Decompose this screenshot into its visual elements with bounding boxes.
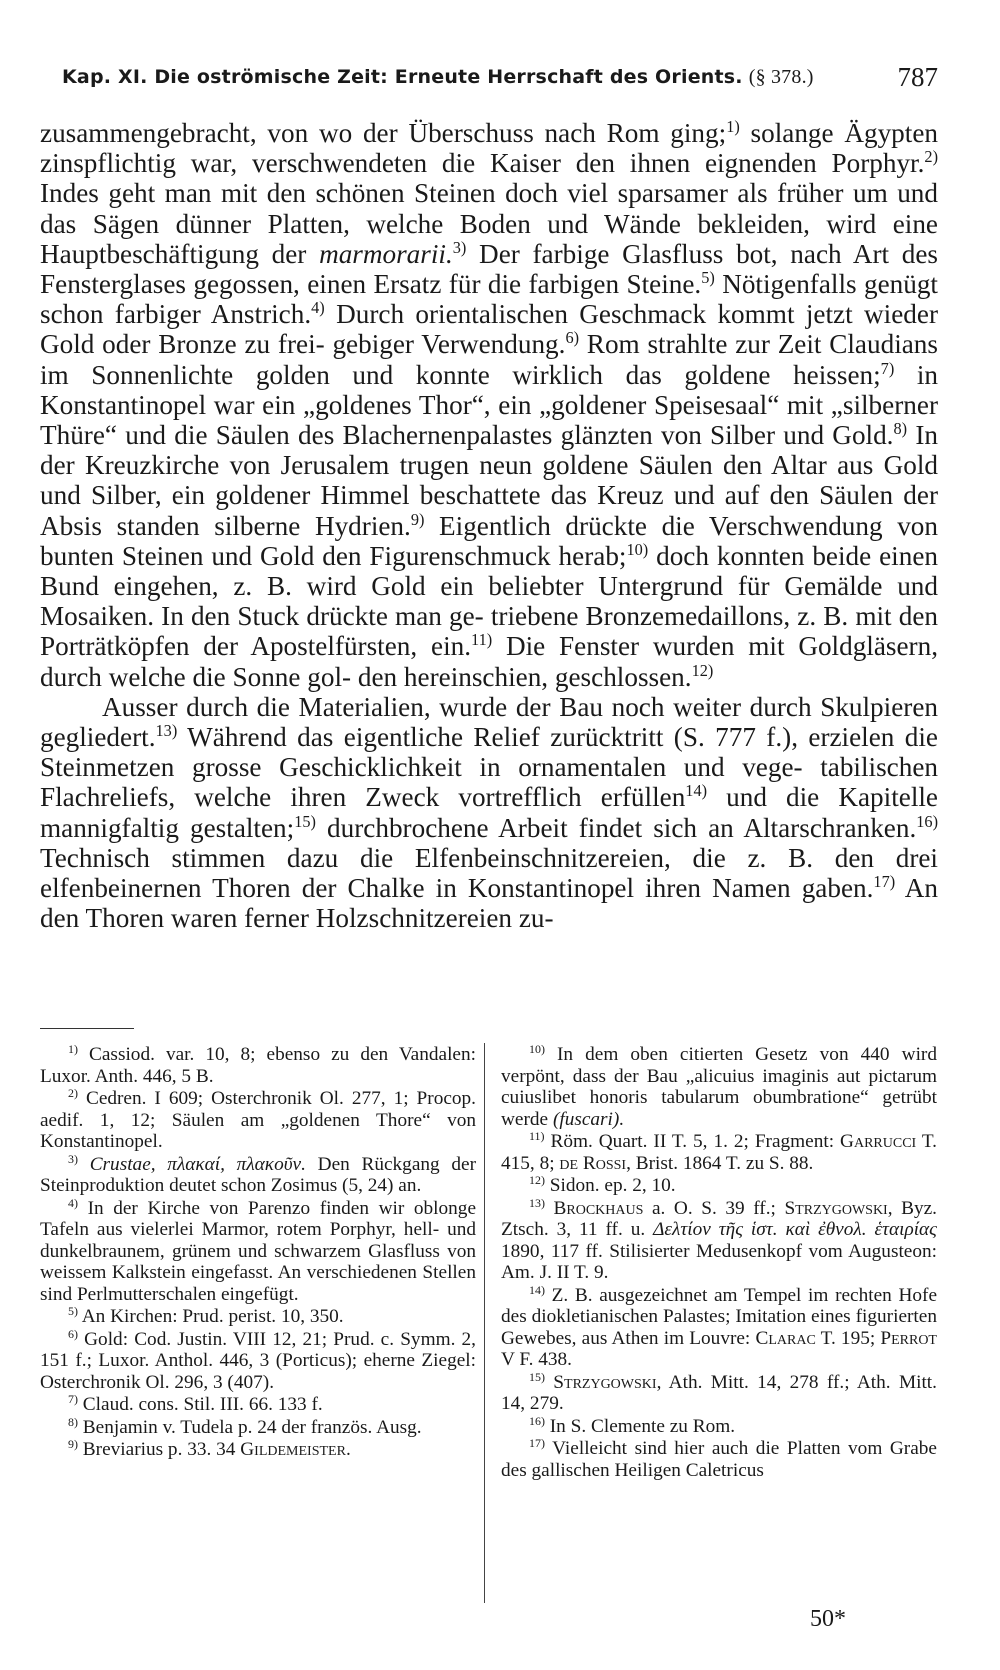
footnote-text: In S. Clemente zu Rom. <box>549 1415 736 1437</box>
footnote-ref: 1) <box>726 117 740 137</box>
footnote-text: Ath. Mitt. 14, 278 ff.; Ath. Mitt. 14, 279. <box>501 1371 937 1414</box>
author-name: Strzygowski, <box>553 1371 662 1393</box>
footnote-text: Vielleicht sind hier auch die Platten vom Grabe des gallischen Heiligen Caletricus <box>501 1438 937 1481</box>
author-name: de Rossi, <box>559 1152 631 1174</box>
paragraph-2 <box>40 692 938 934</box>
text-run: gebiger Verwendung. <box>332 329 566 360</box>
footnote-ref: 12) <box>691 660 714 680</box>
text-run: Der farbige Glasfluss bot, nach Art des Fensterglases gegossen, einen Ersatz für die farbigen Steine. <box>40 238 938 300</box>
footnote-ref: 11) <box>471 630 493 650</box>
footnote-number: 9) <box>68 1436 78 1451</box>
footnote-ref: 6) <box>565 328 580 348</box>
author-name: Strzygowski, <box>784 1197 893 1219</box>
text-run: Technisch stimmen dazu die Elfenbeinschnitzereien, die z. B. den drei elfenbeinernen Thoren der Chalke in Konstantinopel ihren Namen gaben. <box>40 842 938 904</box>
footnote-ref: 3) <box>452 238 467 258</box>
footnote-number: 1) <box>68 1041 78 1056</box>
text-run: und die Kapitelle mannigfaltig gestalten; <box>40 782 938 843</box>
author-name: Garrucci <box>840 1131 917 1152</box>
footnote-text: Claud. cons. Stil. III. 66. 133 f. <box>82 1394 323 1415</box>
footnote <box>501 1041 937 1130</box>
text-run: triebene Bronzemedaillons, z. B. mit den Porträtköpfen der Apostelfürsten, ein. <box>40 601 938 662</box>
footnote-number: 15) <box>529 1369 545 1384</box>
text-run: Die Fenster wurden mit Goldgläsern, durch welche die Sonne gol- <box>40 631 938 692</box>
footnote <box>501 1413 937 1438</box>
footnote-text: Z. B. ausgezeichnet am Tempel im rechten Hofe des diokletianischen Palastes; Imitation eines figurierten Gewebes, aus Athen im Louvre: <box>501 1284 938 1349</box>
footnote-text: Benjamin v. Tudela p. 24 der französ. Ausg. <box>82 1416 422 1438</box>
author-name: Gildemeister. <box>240 1439 351 1460</box>
author-name: Perrot <box>880 1327 937 1349</box>
main-text <box>40 118 938 933</box>
footnote-text: In der Kirche von Parenzo finden wir oblonge Tafeln aus vielerlei Marmor, rotem Porphyr, hell- und dunkelbraunem, grünem und schwarzem Glasfluss von weissem Kalkstein eingefasst. An verschiedenen Stellen sind Perlmutterschalen eingefügt. <box>40 1197 476 1305</box>
footnote <box>40 1151 476 1197</box>
footnote-number: 11) <box>529 1128 545 1143</box>
running-header <box>62 64 938 100</box>
footnote-number: 13) <box>529 1195 545 1210</box>
footnote-number: 5) <box>68 1303 78 1318</box>
footnote-text: a. O. S. 39 ff.; <box>643 1197 785 1219</box>
footnote-text: Sidon. ep. 2, 10. <box>549 1175 676 1196</box>
footnote-number: 12) <box>529 1172 545 1187</box>
text-run: An den Thoren waren ferner Holzschnitzereien zu- <box>40 873 938 934</box>
footnote-number: 10) <box>529 1041 545 1056</box>
footnote-number: 8) <box>68 1414 78 1429</box>
text-run: Nötigenfalls genügt schon farbiger Anstrich. <box>40 269 938 330</box>
text-run: den hereinschien, geschlossen. <box>357 661 692 692</box>
footnote-number: 17) <box>529 1435 545 1450</box>
footnote <box>40 1041 476 1087</box>
footnote-text: An Kirchen: Prud. perist. 10, 350. <box>81 1306 344 1327</box>
footnote-text: 1890, 117 ff. Stilisierter Medusenkopf vom Augusteon: Am. J. II T. 9. <box>501 1240 937 1283</box>
footnote-number: 14) <box>529 1282 545 1297</box>
text-run: Ausser durch die Materialien, wurde der Bau noch weiter durch Skulpieren gegliedert. <box>40 691 938 753</box>
footnote-text: Byz. Ztsch. 3, 11 ff. u. <box>501 1197 937 1240</box>
footnote <box>501 1369 937 1415</box>
footnote <box>40 1303 476 1328</box>
footnote-number: 6) <box>68 1326 78 1341</box>
footnotes-right-column <box>501 1041 938 1482</box>
footnote <box>40 1085 476 1153</box>
footnote-text: Cassiod. var. 10, 8; ebenso zu den Vandalen: Luxor. Anth. 446, 5 B. <box>40 1044 476 1087</box>
footnote-number: 2) <box>68 1085 78 1100</box>
footnote <box>501 1172 937 1197</box>
footnote-ref: 5) <box>701 268 715 288</box>
text-run: Indes geht man mit den schönen Steinen doch viel sparsamer als früher um und das Sägen dünner Platten, welche Boden und Wände bekleiden, wird eine Hauptbeschäftigung der <box>40 178 938 269</box>
footnote <box>40 1195 476 1306</box>
section-reference: (§ 378.) <box>748 66 814 88</box>
footnote <box>501 1282 938 1371</box>
footnote-ref: 10) <box>626 540 649 560</box>
footnote-ref: 14) <box>685 781 708 801</box>
paragraph-1 <box>40 118 938 692</box>
italic-term: marmorarii. <box>319 238 453 269</box>
running-head-text: Kap. XI. Die oströmische Zeit: Erneute Herrschaft des Orients. <box>62 66 743 88</box>
column-rule <box>484 1043 485 1603</box>
footnote-text: Cedren. I 609; Osterchronik Ol. 277, 1; Procop. aedif. 1, 12; Säulen am „goldenen Thore“ von Konstantinopel. <box>40 1088 476 1152</box>
footnote-ref: 17) <box>873 872 896 892</box>
text-run: durchbrochene Arbeit findet sich an Altarschranken. <box>315 812 917 843</box>
footnote-number: 16) <box>529 1413 545 1428</box>
footnote <box>501 1195 937 1284</box>
footnote <box>40 1436 476 1461</box>
footnote-divider <box>40 1028 134 1029</box>
footnote <box>40 1326 476 1394</box>
text-run: zusammengebracht, von wo der Überschuss nach Rom ging; <box>40 118 727 148</box>
footnote <box>501 1435 937 1481</box>
text-run: tabilischen Flachreliefs, welche ihren Zweck vortrefflich erfüllen <box>40 752 938 813</box>
footnote-ref: 16) <box>916 811 938 831</box>
text-run: in Konstantinopel war ein „goldenes Thor“, ein „goldener Speisesaal“ mit „silberner Thüre“ und die Säulen des Blachernenpalastes glänzten von Silber und Gold. <box>40 359 939 451</box>
page-number: 787 <box>897 62 938 92</box>
footnote-text: T. 195; <box>815 1327 881 1349</box>
footnote-italic: Crustae, πλακαί, πλακοῦν. <box>89 1153 306 1175</box>
running-head <box>62 66 814 89</box>
footnote-italic: (fuscari). <box>552 1108 625 1130</box>
footnote-ref: 15) <box>294 811 316 831</box>
footnote-ref: 4) <box>311 298 325 318</box>
footnote-number: 3) <box>68 1151 78 1166</box>
text-run: doch konnten beide einen Bund eingehen, z. B. wird Gold ein beliebter Untergrund für Gemälde und Mosaiken. In den Stuck drückte man ge- <box>40 540 938 632</box>
footnote-text: Gold: Cod. Justin. VIII 12, 21; Prud. c. Symm. 2, 151 f.; Luxor. Anthol. 446, 3 (Porticus); eherne Ziegel: Osterchronik Ol. 296, 3 (407). <box>40 1328 476 1393</box>
footnotes-left-column <box>40 1041 476 1462</box>
footnote-ref: 7) <box>880 358 895 378</box>
footnote-text: Breviarius p. 33. 34 <box>82 1439 241 1460</box>
footnote-italic: Δελτίον τῆς ἱστ. καὶ ἐθνολ. ἑταιρίας <box>653 1219 937 1240</box>
footnote <box>501 1128 937 1174</box>
footnote-text: T. 415, 8; <box>501 1131 937 1174</box>
footnote-text: In dem oben citierten Gesetz von 440 wird verpönt, dass der Bau „alicuius imaginis aut pictarum cuiuslibet honoris tabularum obumbratione“ getrübt werde <box>501 1044 937 1130</box>
footnote <box>40 1391 476 1416</box>
footnote-number: 7) <box>68 1391 78 1406</box>
text-run: Rom strahlte zur Zeit Claudians im Sonnenlichte golden und konnte wirklich das goldene heissen; <box>40 329 938 390</box>
footnote-text: Röm. Quart. II T. 5, 1. 2; Fragment: <box>550 1131 841 1152</box>
text-run: Durch orientalischen Geschmack kommt jetzt wieder Gold oder Bronze zu frei- <box>40 299 939 360</box>
footnote-number: 4) <box>68 1195 78 1210</box>
printer-signature: 50* <box>810 1606 846 1632</box>
footnote-ref: 8) <box>893 419 908 439</box>
footnote-text: Brist. 1864 T. zu S. 88. <box>630 1152 814 1174</box>
footnote <box>40 1414 476 1439</box>
footnote-ref: 2) <box>924 147 938 167</box>
footnote-ref: 13) <box>155 721 178 741</box>
author-name: Clarac <box>755 1327 816 1349</box>
footnote-ref: 9) <box>410 509 425 529</box>
author-name: Brockhaus <box>553 1197 644 1219</box>
text-run: In der Kreuzkirche von Jerusalem trugen neun goldene Säulen den Altar aus Gold und Silber, ein goldener Himmel beschattete das Kreuz und auf den Säulen der Absis standen silberne Hydrien. <box>40 420 938 541</box>
footnote-text: Den Rückgang der Steinproduktion deutet schon Zosimus (5, 24) an. <box>40 1153 476 1196</box>
footnote-text: V F. 438. <box>501 1349 572 1370</box>
text-run: Eigentlich drückte die Verschwendung von bunten Steinen und Gold den Figurenschmuck herab; <box>40 510 938 571</box>
text-run: solange Ägypten zinspflichtig war, verschwendeten die Kaiser den ihnen eignenden Porphyr. <box>40 118 938 179</box>
text-run: Während das eigentliche Relief zurücktritt (S. 777 f.), erzielen die Steinmetzen grosse Geschicklichkeit in ornamentalen und vege- <box>40 722 938 783</box>
